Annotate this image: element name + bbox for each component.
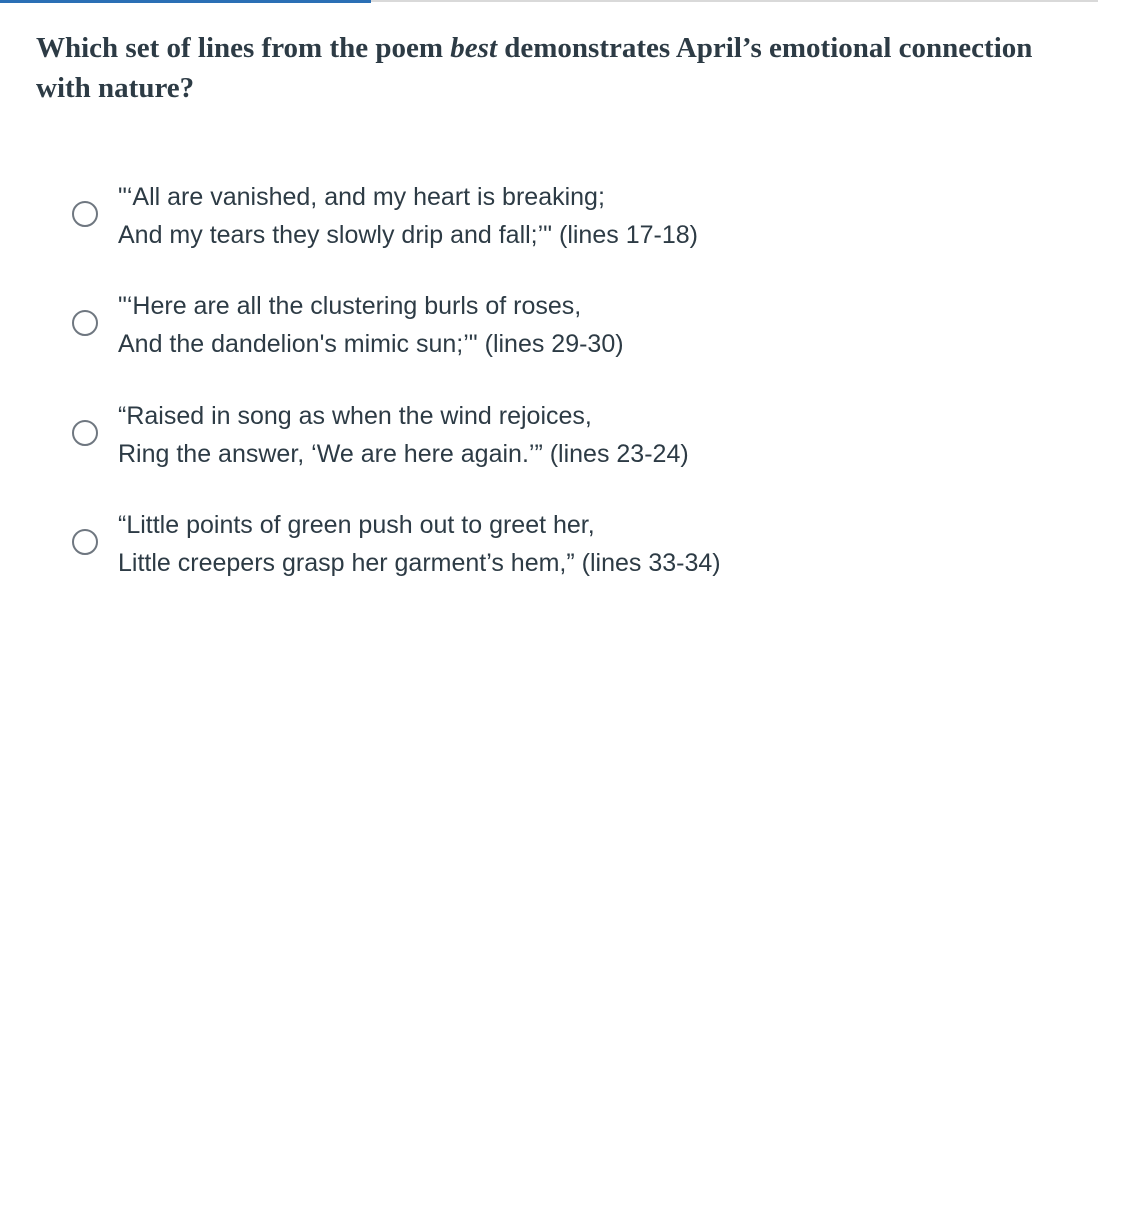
answer-3-line-1: “Raised in song as when the wind rejoices, [118, 402, 592, 430]
answer-text-4 [118, 506, 721, 582]
radio-button-2[interactable] [72, 310, 98, 336]
answer-option-1[interactable] [70, 178, 970, 258]
answer-4-line-1: “Little points of green push out to greet her, [118, 511, 595, 539]
answer-4-line-2: Little creepers grasp her garment’s hem,” (lines 33-34) [118, 549, 721, 577]
radio-button-1[interactable] [72, 201, 98, 227]
radio-button-4[interactable] [72, 529, 98, 555]
answer-text-2 [118, 287, 624, 363]
progress-bar-fill [0, 0, 371, 3]
question-text-after: demonstrates April’s emotional connection with nature? [36, 32, 1033, 104]
answer-2-line-1: "‘Here are all the clustering burls of roses, [118, 292, 582, 320]
answer-1-line-2: And my tears they slowly drip and fall;’" (lines 17-18) [118, 221, 698, 249]
answer-3-line-2: Ring the answer, ‘We are here again.’” (lines 23-24) [118, 440, 689, 468]
question-prompt [36, 28, 1036, 108]
answer-1-line-1: "‘All are vanished, and my heart is breaking; [118, 183, 605, 211]
answer-option-3[interactable] [70, 397, 970, 477]
radio-button-3[interactable] [72, 420, 98, 446]
question-text-before: Which set of lines from the poem [36, 32, 451, 64]
answer-text-1 [118, 178, 698, 254]
answer-text-3 [118, 397, 689, 473]
answer-2-line-2: And the dandelion's mimic sun;’" (lines 29-30) [118, 330, 624, 358]
answer-option-4[interactable] [70, 506, 970, 586]
question-emphasis: best [450, 32, 498, 64]
answer-option-2[interactable] [70, 287, 970, 367]
